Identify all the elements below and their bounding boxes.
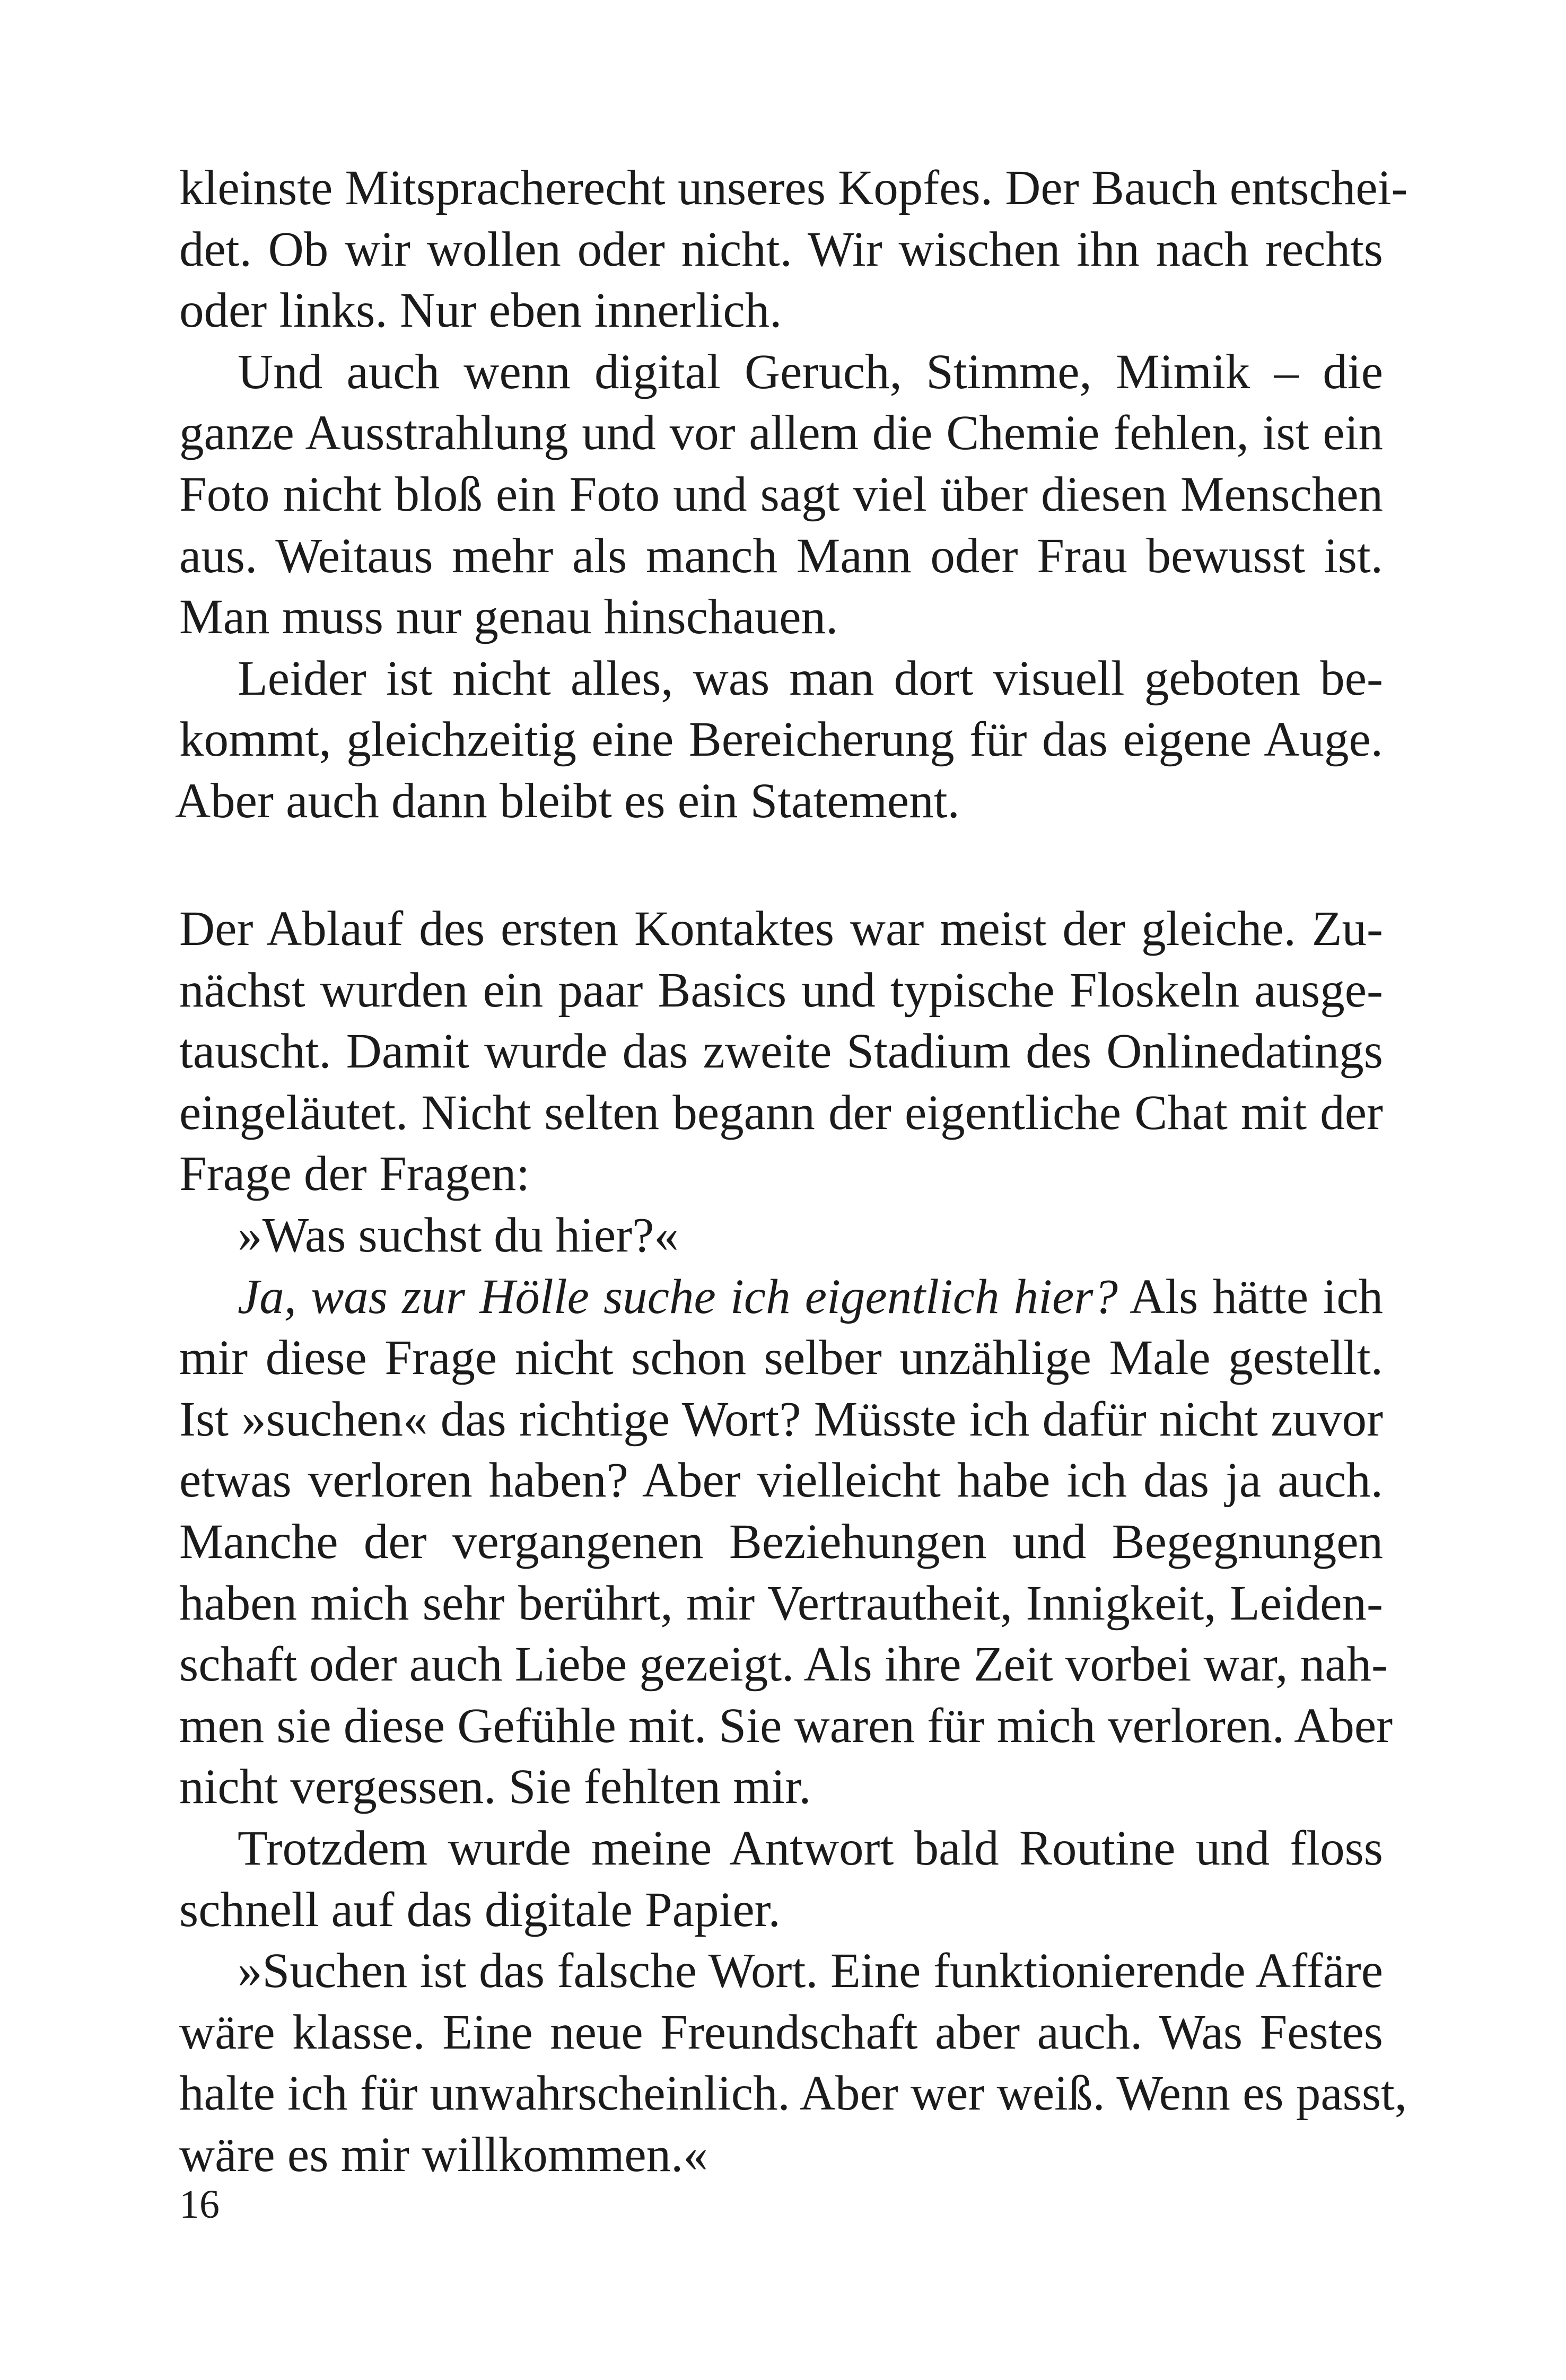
text-line: Manche der vergangenen Beziehungen und Begegnungen — [179, 1514, 1383, 1569]
text-block-upper — [175, 158, 1408, 832]
text-line: etwas verloren haben? Aber vielleicht habe ich das ja auch. — [179, 1453, 1383, 1508]
text-line: Der Ablauf des ersten Kontaktes war meist der gleiche. Zu- — [179, 902, 1383, 956]
text-line: Leider ist nicht alles, was man dort visuell geboten be- — [238, 651, 1383, 706]
text-line: Man muss nur genau hinschauen. — [179, 590, 838, 645]
text-line: Ist »suchen« das richtige Wort? Müsste ich dafür nicht zuvor — [179, 1392, 1383, 1447]
text-line: wäre klasse. Eine neue Freundschaft aber auch. Was Festes — [179, 2005, 1383, 2060]
text-line: oder links. Nur eben innerlich. — [179, 283, 782, 338]
text-line: ganze Ausstrahlung und vor allem die Chemie fehlen, ist ein — [179, 406, 1383, 461]
text-line: »Was suchst du hier?« — [238, 1208, 679, 1263]
text-line — [179, 1266, 1383, 1328]
text-line: Foto nicht bloß ein Foto und sagt viel über diesen Menschen — [179, 467, 1383, 522]
text-line: tauscht. Damit wurde das zweite Stadium des Onlinedatings — [179, 1024, 1383, 1079]
text-line: haben mich sehr berührt, mir Vertrautheit, Innigkeit, Leiden- — [179, 1576, 1383, 1631]
text-line: nächst wurden ein paar Basics und typische Floskeln ausge- — [179, 962, 1383, 1018]
italic-phrase: Ja, was zur Hölle suche ich eigentlich hier? — [238, 1269, 1118, 1324]
text-line: Und auch wenn digital Geruch, Stimme, Mimik – die — [238, 344, 1383, 399]
text-line: Aber auch dann bleibt es ein Statement. — [175, 773, 960, 828]
text-line: kleinste Mitspracherecht unseres Kopfes. Der Bauch entschei- — [179, 161, 1408, 215]
text-line: wäre es mir willkommen.« — [179, 2127, 708, 2182]
text-line: schnell auf das digitale Papier. — [179, 1882, 781, 1937]
page-number: 16 — [179, 2182, 220, 2227]
text-line: aus. Weitaus mehr als manch Mann oder Frau bewusst ist. — [179, 528, 1383, 583]
text-line: kommt, gleichzeitig eine Bereicherung für das eigene Auge. — [179, 712, 1383, 767]
text-block-lower — [179, 898, 1407, 2185]
text-line: Trotzdem wurde meine Antwort bald Routine und floss — [238, 1821, 1383, 1876]
text-line: men sie diese Gefühle mit. Sie waren für mich verloren. Aber — [179, 1698, 1393, 1753]
text-line: Frage der Fragen: — [179, 1147, 530, 1202]
text-line: schaft oder auch Liebe gezeigt. Als ihre Zeit vorbei war, nah- — [179, 1637, 1388, 1692]
text-line: det. Ob wir wollen oder nicht. Wir wischen ihn nach rechts — [179, 222, 1383, 277]
text-line-rest: Als hätte ich — [1118, 1269, 1383, 1324]
text-line: »Suchen ist das falsche Wort. Eine funktionierende Affäre — [238, 1944, 1383, 1999]
text-line: eingeläutet. Nicht selten begann der eigentliche Chat mit der — [179, 1085, 1383, 1140]
text-line: nicht vergessen. Sie fehlten mir. — [179, 1760, 811, 1815]
text-line: halte ich für unwahrscheinlich. Aber wer weiß. Wenn es passt, — [179, 2066, 1407, 2121]
text-line: mir diese Frage nicht schon selber unzählige Male gestellt. — [179, 1331, 1383, 1386]
